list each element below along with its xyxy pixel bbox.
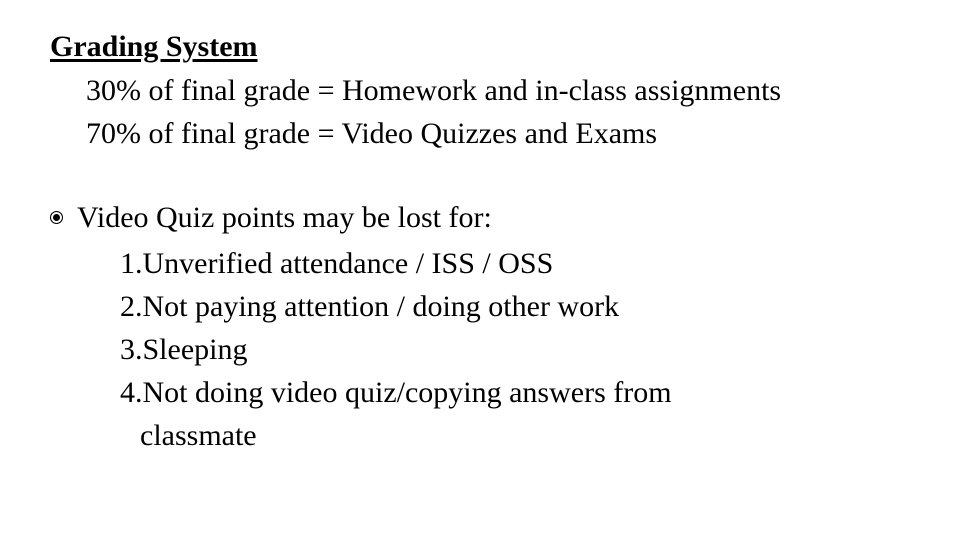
reason-item-video-quiz: 4.Not doing video quiz/copying answers from (120, 376, 672, 409)
slide-heading: Grading System (50, 30, 258, 63)
reason-item-video-quiz-continued: classmate (140, 419, 257, 452)
reason-item-attendance: 1.Unverified attendance / ISS / OSS (120, 247, 554, 280)
bullet-item (50, 200, 492, 236)
bullet-dot-icon (50, 211, 63, 224)
grade-breakdown-quizzes: 70% of final grade = Video Quizzes and Exams (86, 117, 658, 150)
grade-breakdown-homework: 30% of final grade = Homework and in-class assignments (86, 74, 782, 107)
bullet-text: Video Quiz points may be lost for: (77, 201, 492, 234)
reason-item-sleeping: 3.Sleeping (120, 333, 248, 366)
reason-item-attention: 2.Not paying attention / doing other work (120, 290, 620, 323)
